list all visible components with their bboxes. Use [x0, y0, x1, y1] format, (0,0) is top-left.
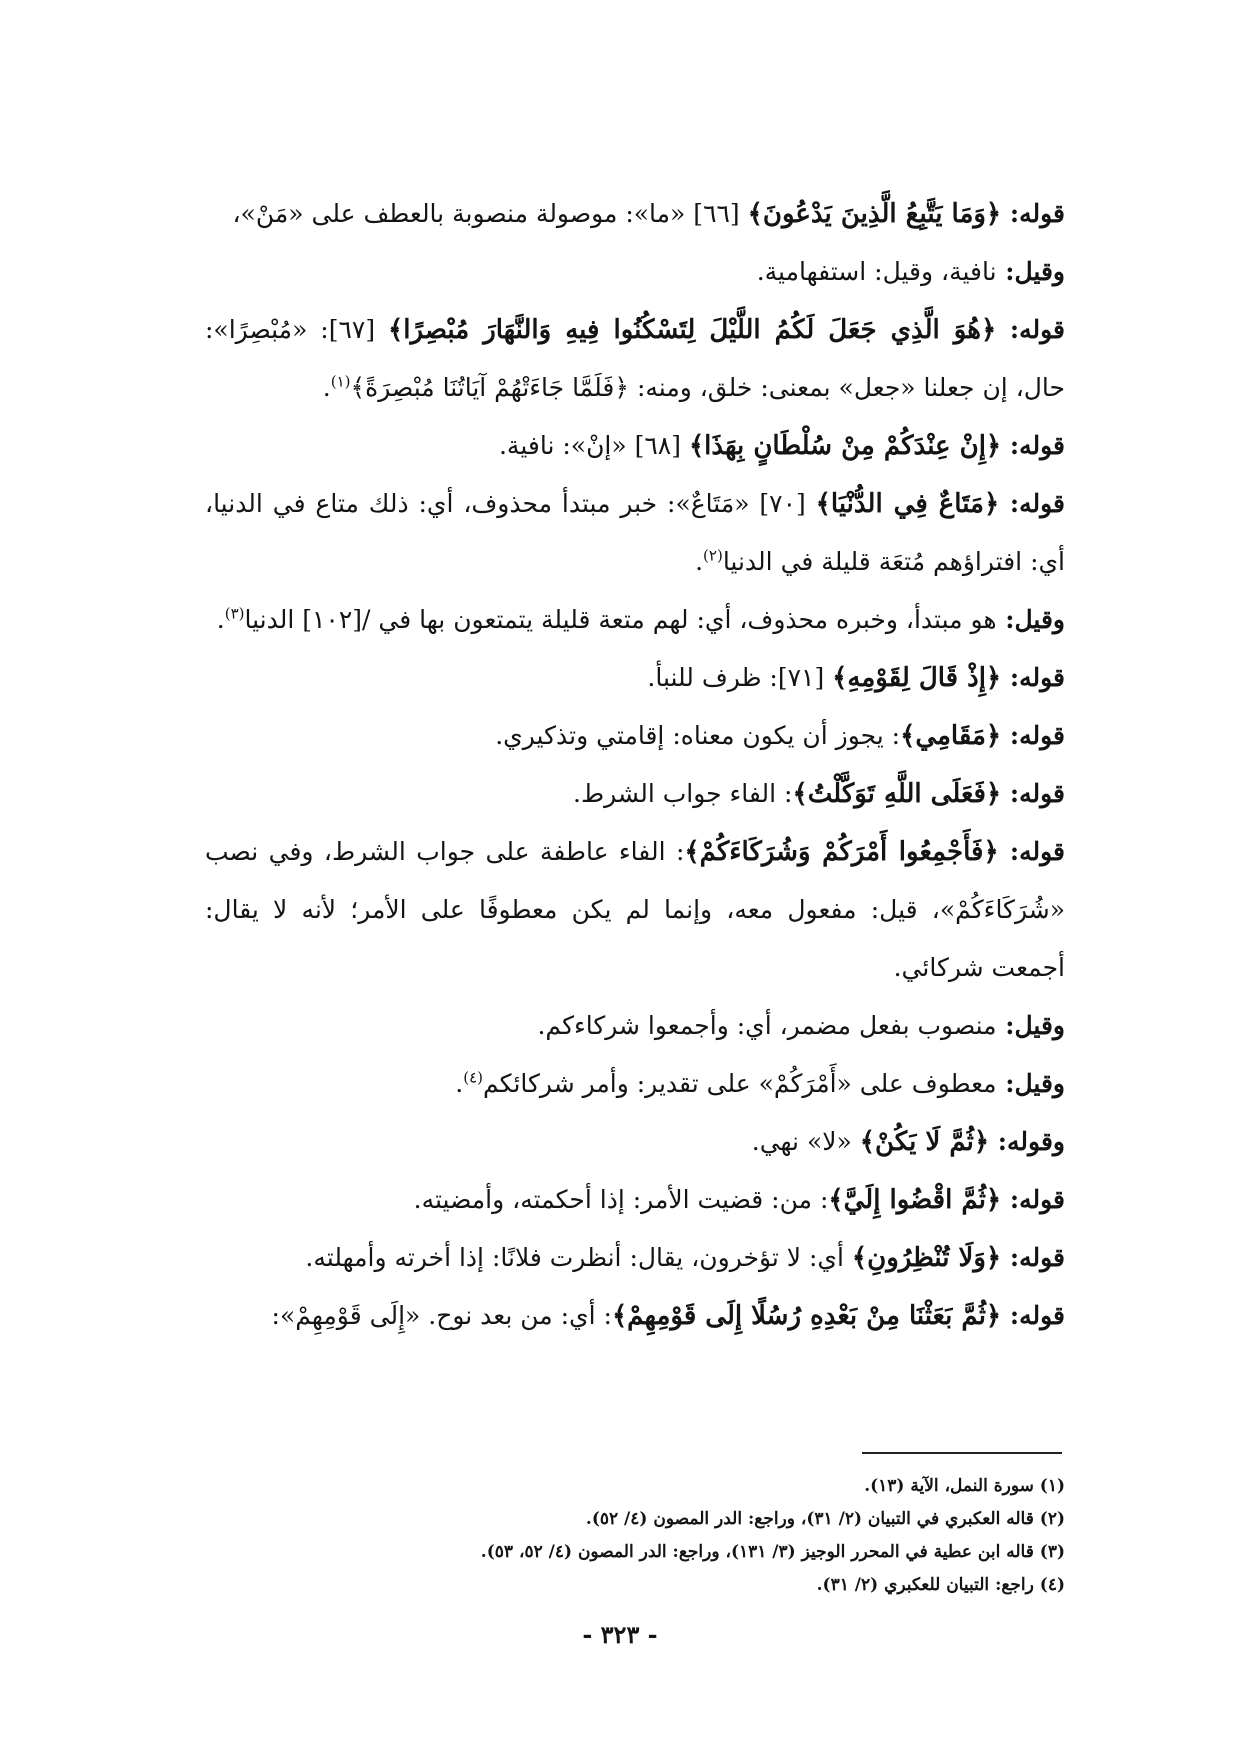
footnote-marker: (٤): [463, 1068, 483, 1087]
paragraph-text: [٧٠] «مَتَاعٌ»: خبر مبتدأ محذوف، أي: ذلك متاع في الدنيا، أي: افتراؤهم مُتعَة قليلة في الدنيا: [205, 489, 1065, 576]
footnote-marker: (٣): [224, 604, 245, 623]
paragraph-9: [205, 765, 1065, 823]
footnote-4: (٤) راجع: التبيان للعكبري (٢/ ٣١).: [816, 1575, 1065, 1595]
paragraph-end: .: [322, 373, 331, 402]
paragraph-text: [٦٨] «إنْ»: نافية.: [498, 431, 689, 460]
paragraph-text: معطوف على «أَمْرَكُمْ» على تقدير: وأمر شركائكم: [483, 1069, 997, 1098]
paragraph-keyword: وقوله:: [989, 1127, 1065, 1156]
paragraph-8: [205, 707, 1065, 765]
quran-quote: ﴿مَقَامِي﴾: [900, 721, 1002, 751]
quran-quote: ﴿إِنْ عِنْدَكُمْ مِنْ سُلْطَانٍ بِهَذَا﴾: [688, 431, 1002, 461]
paragraph-16: [205, 1287, 1065, 1345]
quran-quote: ﴿مَتَاعٌ فِي الدُّنْيَا﴾: [815, 489, 1000, 519]
paragraph-4: [205, 417, 1065, 475]
paragraph-text: نافية، وقيل: استفهامية.: [756, 257, 997, 286]
footnote-marker: (٢): [703, 546, 723, 565]
main-text: [205, 185, 1065, 1345]
paragraph-6: [205, 591, 1065, 649]
paragraph-end: .: [455, 1069, 464, 1098]
paragraph-text: : من: قضيت الأمر: إذا أحكمته، وأمضيته.: [413, 1185, 829, 1214]
footnote-divider: [862, 1452, 1062, 1454]
paragraph-keyword: وقيل:: [996, 257, 1065, 286]
paragraph-text: أي: لا تؤخرون، يقال: أنظرت فلانًا: إذا أخرته وأمهلته.: [305, 1243, 852, 1272]
paragraph-keyword: قوله:: [1001, 1243, 1065, 1272]
quran-quote: ﴿ثُمَّ لَا يَكُنْ﴾: [859, 1127, 990, 1157]
footnote-1: (١) سورة النمل، الآية (١٣).: [864, 1476, 1065, 1496]
paragraph-keyword: قوله:: [1001, 1185, 1065, 1214]
paragraph-14: [205, 1171, 1065, 1229]
paragraph-text: : أي: من بعد نوح. «إِلَى قَوْمِهِمْ»:: [271, 1301, 612, 1330]
paragraph-text: [٦٦] «ما»: موصولة منصوبة بالعطف على «مَنْ»،: [232, 199, 748, 228]
paragraph-keyword: وقيل:: [996, 1011, 1065, 1040]
paragraph-text: : يجوز أن يكون معناه: إقامتي وتذكيري.: [495, 721, 901, 750]
paragraph-end: .: [695, 547, 704, 576]
paragraph-keyword: قوله:: [1001, 199, 1065, 228]
quran-quote: ﴿فَعَلَى اللَّهِ تَوَكَّلْتُ﴾: [792, 779, 1002, 809]
paragraph-13: [205, 1113, 1065, 1171]
paragraph-2: [205, 243, 1065, 301]
paragraph-text: منصوب بفعل مضمر، أي: وأجمعوا شركاءكم.: [537, 1011, 997, 1040]
paragraph-keyword: قوله:: [1001, 721, 1065, 750]
paragraph-text: هو مبتدأ، وخبره محذوف، أي: لهم متعة قليلة يتمتعون بها في /[١٠٢] الدنيا: [244, 605, 997, 634]
quran-quote: ﴿ثُمَّ بَعَثْنَا مِنْ بَعْدِهِ رُسُلًا إِلَى قَوْمِهِمْ﴾: [611, 1301, 1002, 1331]
paragraph-keyword: قوله:: [998, 837, 1066, 866]
paragraph-keyword: قوله:: [1001, 779, 1065, 808]
footnotes: [205, 1470, 1065, 1602]
footnote-2: (٢) قاله العكبري في التبيان (٢/ ٣١)، وراجع: الدر المصون (٤/ ٥٢).: [585, 1509, 1065, 1529]
paragraph-text: [٦٧]: «مُبْصِرًا»: حال، إن جعلنا «جعل» بمعنى: خلق، ومنه: ﴿فَلَمَّا جَاءَتْهُمْ آيَاتُنَا مُبْصِرَةً﴾: [205, 315, 1065, 402]
paragraph-text: : الفاء عاطفة على جواب الشرط، وفي نصب «شُرَكَاءَكُمْ»، قيل: مفعول معه، وإنما لم يكن معطوفًا على الأمر؛ لأنه لا يقال: أجمعت شركائي.: [205, 837, 1065, 982]
paragraph-12: [205, 1055, 1065, 1113]
paragraph-end: .: [216, 605, 225, 634]
paragraph-text: «لا» نهي.: [751, 1127, 860, 1156]
quran-quote: ﴿وَمَا يَتَّبِعُ الَّذِينَ يَدْعُونَ﴾: [747, 199, 1002, 229]
paragraph-1: [205, 185, 1065, 243]
paragraph-text: [٧١]: ظرف للنبأ.: [647, 663, 833, 692]
paragraph-10: [205, 823, 1065, 997]
paragraph-text: : الفاء جواب الشرط.: [573, 779, 793, 808]
paragraph-5: [205, 475, 1065, 591]
quran-quote: ﴿هُوَ الَّذِي جَعَلَ لَكُمُ اللَّيْلَ لِتَسْكُنُوا فِيهِ وَالنَّهَارَ مُبْصِرًا﴾: [388, 315, 997, 345]
paragraph-keyword: وقيل:: [996, 605, 1065, 634]
footnote-marker: (١): [330, 372, 351, 391]
quran-quote: ﴿إِذْ قَالَ لِقَوْمِهِ﴾: [832, 663, 1002, 693]
quran-quote: ﴿وَلَا تُنْظِرُونِ﴾: [851, 1243, 1002, 1273]
paragraph-15: [205, 1229, 1065, 1287]
paragraph-keyword: قوله:: [996, 315, 1065, 344]
paragraph-3: [205, 301, 1065, 417]
page-number: - ٣٢٣ -: [582, 1620, 658, 1649]
paragraph-keyword: قوله:: [999, 489, 1065, 518]
paragraph-keyword: وقيل:: [996, 1069, 1065, 1098]
paragraph-keyword: قوله:: [1001, 431, 1065, 460]
quran-quote: ﴿فَأَجْمِعُوا أَمْرَكُمْ وَشُرَكَاءَكُمْ﴾: [684, 837, 999, 867]
paragraph-11: [205, 997, 1065, 1055]
paragraph-7: [205, 649, 1065, 707]
footnote-3: (٣) قاله ابن عطية في المحرر الوجيز (٣/ ١٣١)، وراجع: الدر المصون (٤/ ٥٢، ٥٣).: [480, 1542, 1065, 1562]
paragraph-keyword: قوله:: [1001, 663, 1065, 692]
paragraph-keyword: قوله:: [1001, 1301, 1065, 1330]
quran-quote: ﴿ثُمَّ اقْضُوا إِلَيَّ﴾: [828, 1185, 1002, 1215]
